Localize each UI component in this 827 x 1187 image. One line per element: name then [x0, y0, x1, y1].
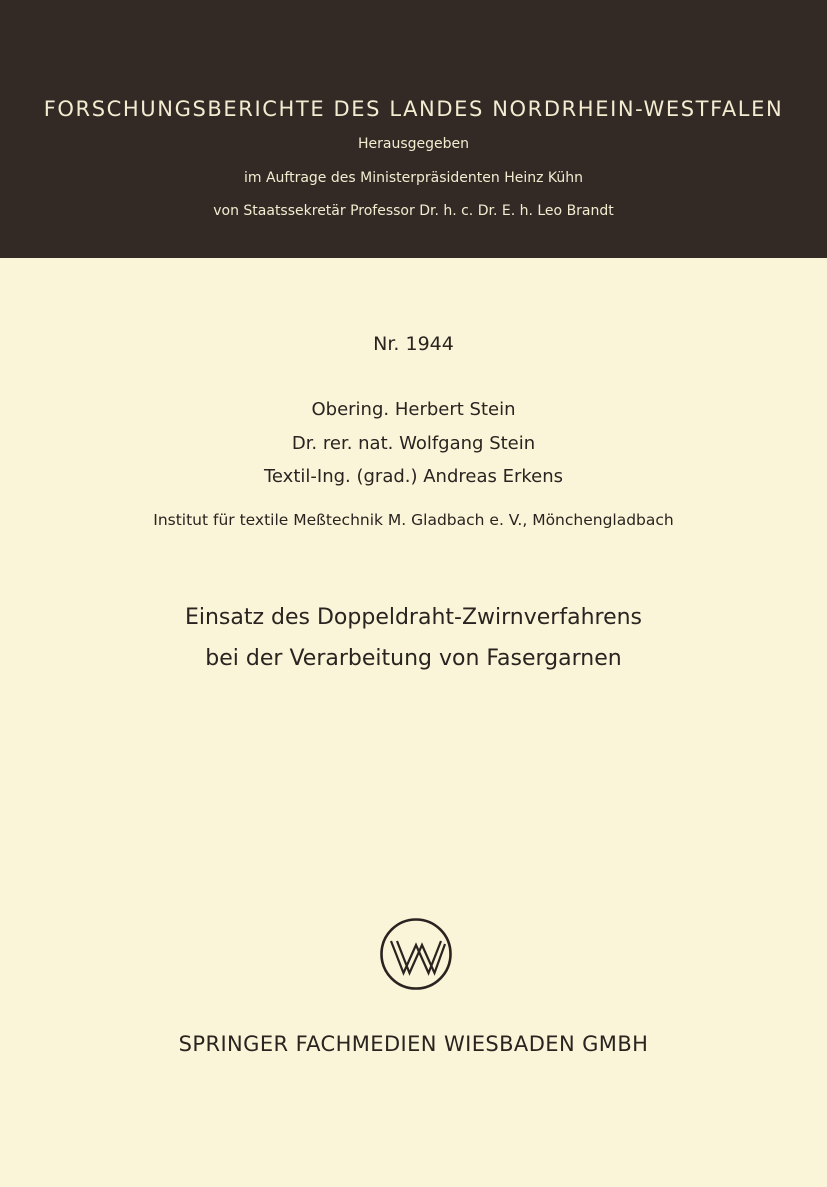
editor-line-3: von Staatssekretär Professor Dr. h. c. Dr. E. h. Leo Brandt [213, 203, 614, 219]
editor-line-1: Herausgegeben [357, 136, 469, 152]
title-line-1: Einsatz des Doppeldraht-Zwirnverfahrens [184, 605, 643, 630]
institute: Institut für textile Meßtechnik M. Gladbach e. V., Mönchengladbach [153, 511, 674, 529]
header-band [0, 0, 827, 258]
editor-line-2: im Auftrage des Ministerpräsidenten Heinz Kühn [243, 170, 584, 186]
report-number: Nr. 1944 [373, 333, 454, 355]
title-line-2: bei der Verarbeitung von Fasergarnen [205, 646, 622, 671]
author-2: Dr. rer. nat. Wolfgang Stein [291, 433, 536, 454]
author-3: Textil-Ing. (grad.) Andreas Erkens [263, 466, 564, 487]
author-1: Obering. Herbert Stein [311, 399, 516, 420]
publisher: SPRINGER FACHMEDIEN WIESBADEN GMBH [178, 1032, 649, 1056]
series-title: FORSCHUNGSBERICHTE DES LANDES NORDRHEIN-WESTFALEN [43, 97, 784, 121]
springer-fachmedien-ww-logo-icon [379, 917, 453, 991]
